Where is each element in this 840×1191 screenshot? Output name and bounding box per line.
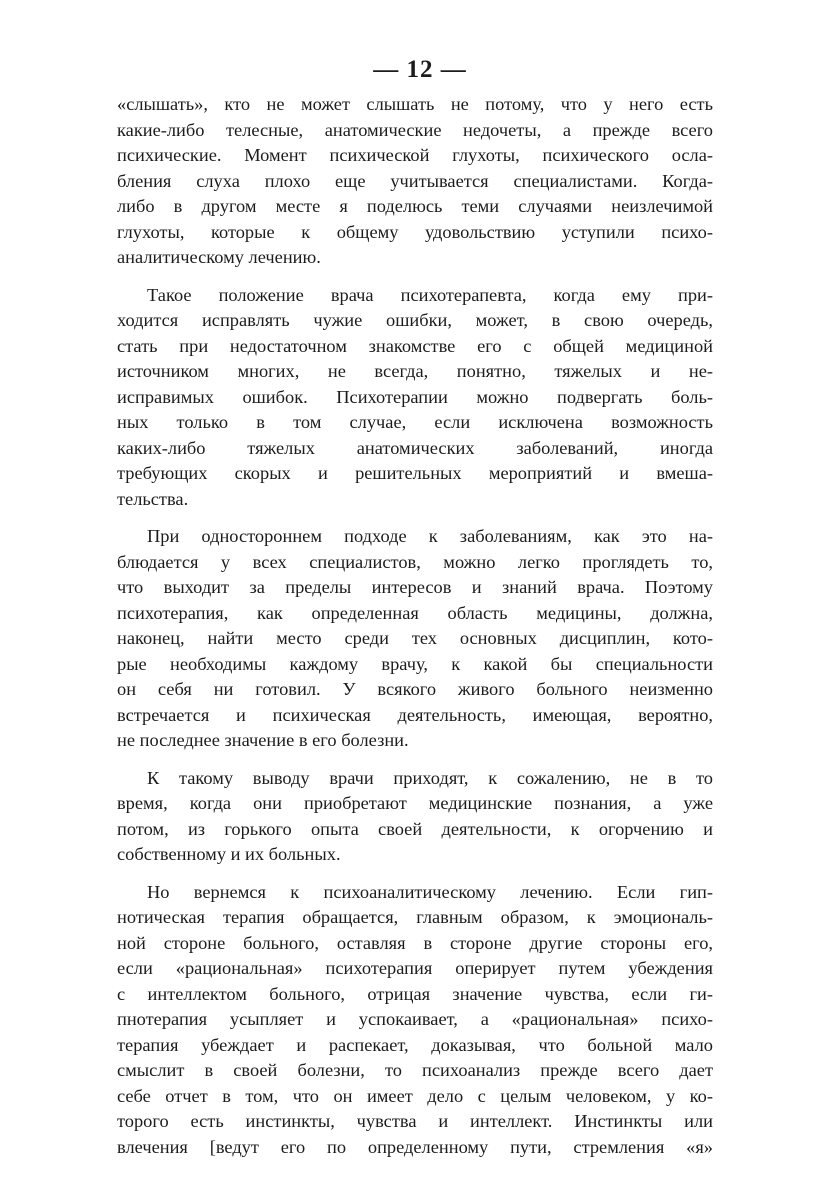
text-line: смыслит в своей болезни, то психоанализ прежде всего дает: [117, 1060, 713, 1080]
text-line: требующих скорых и решительных мероприятий и вмеша-: [117, 463, 713, 483]
text-line: бления слуха плохо еще учитывается специалистами. Когда-: [117, 170, 713, 191]
text-line: Такое положение врача психотерапевта, когда ему при-: [147, 284, 713, 305]
text-line: не последнее значение в его болезни.: [117, 730, 409, 750]
text-line: психотерапия, как определенная область медицины, должна,: [117, 602, 713, 623]
text-line: наконец, найти место среди тех основных дисциплин, кото-: [117, 628, 713, 648]
text-line: психические. Момент психической глухоты, психического осла-: [117, 145, 713, 165]
text-line: ной стороне больного, оставляя в стороне другие стороны его,: [117, 932, 713, 953]
text-line: стать при недостаточном знакомстве его с общей медициной: [117, 335, 713, 356]
text-line: либо в другом месте я поделюсь теми случаями неизлечимой: [117, 196, 713, 216]
text-line: если «рациональная» психотерапия оперирует путем убеждения: [117, 958, 713, 978]
text-line: с интеллектом больного, отрицая значение чувства, если ги-: [117, 983, 713, 1004]
paragraph-5: [117, 880, 713, 1161]
text-line: торого есть инстинкты, чувства и интеллект. Инстинкты или: [117, 1111, 713, 1131]
text-line: Но вернемся к психоаналитическому лечению. Если гип-: [147, 881, 713, 902]
text-line: какие-либо телесные, анатомические недочеты, а прежде всего: [117, 119, 713, 140]
text-line: встречается и психическая деятельность, имеющая, вероятно,: [117, 704, 713, 725]
paragraph-3: [117, 524, 713, 754]
text-line: каких-либо тяжелых анатомических заболеваний, иногда: [117, 437, 713, 458]
text-line: нотическая терапия обращается, главным образом, к эмоциональ-: [117, 907, 713, 927]
paragraph-1: [117, 92, 713, 271]
text-line: влечения [ведут его по определенному пути, стремления «я»: [117, 1136, 713, 1157]
text-line: он себя ни готовил. У всякого живого больного неизменно: [117, 679, 713, 699]
text-line: терапия убеждает и распекает, доказывая, что больной мало: [117, 1034, 713, 1055]
text-line: себе отчет в том, что он имеет дело с целым человеком, у ко-: [117, 1085, 713, 1106]
text-line: собственному и их больных.: [117, 844, 341, 864]
paragraph-4: [117, 766, 713, 868]
text-line: ходится исправлять чужие ошибки, может, в свою очередь,: [117, 310, 713, 330]
paragraph-2: [117, 283, 713, 513]
text-line: «слышать», кто не может слышать не потому, что у него есть: [117, 94, 713, 114]
text-body: [117, 92, 713, 1172]
text-line: источником многих, не всегда, понятно, тяжелых и не-: [117, 361, 713, 381]
text-line: аналитическому лечению.: [117, 247, 321, 267]
text-line: глухоты, которые к общему удовольствию уступили психо-: [117, 221, 713, 242]
page-number: — 12 —: [373, 56, 467, 83]
text-line: время, когда они приобретают медицинские познания, а уже: [117, 793, 713, 813]
text-line: тельства.: [117, 488, 189, 509]
text-line: рые необходимы каждому врачу, к какой бы специальности: [117, 653, 713, 674]
text-line: блюдается у всех специалистов, можно легко проглядеть то,: [117, 551, 713, 572]
text-line: потом, из горького опыта своей деятельности, к огорчению и: [117, 818, 713, 839]
text-line: исправимых ошибок. Психотерапии можно подвергать боль-: [117, 386, 713, 407]
text-line: что выходит за пределы интересов и знаний врача. Поэтому: [117, 577, 713, 597]
text-line: При одностороннем подходе к заболеваниям, как это на-: [147, 526, 713, 546]
text-line: К такому выводу врачи приходят, к сожалению, не в то: [147, 767, 713, 788]
text-line: пнотерапия усыпляет и успокаивает, а «рациональная» психо-: [117, 1009, 713, 1029]
text-line: ных только в том случае, если исключена возможность: [117, 412, 713, 432]
